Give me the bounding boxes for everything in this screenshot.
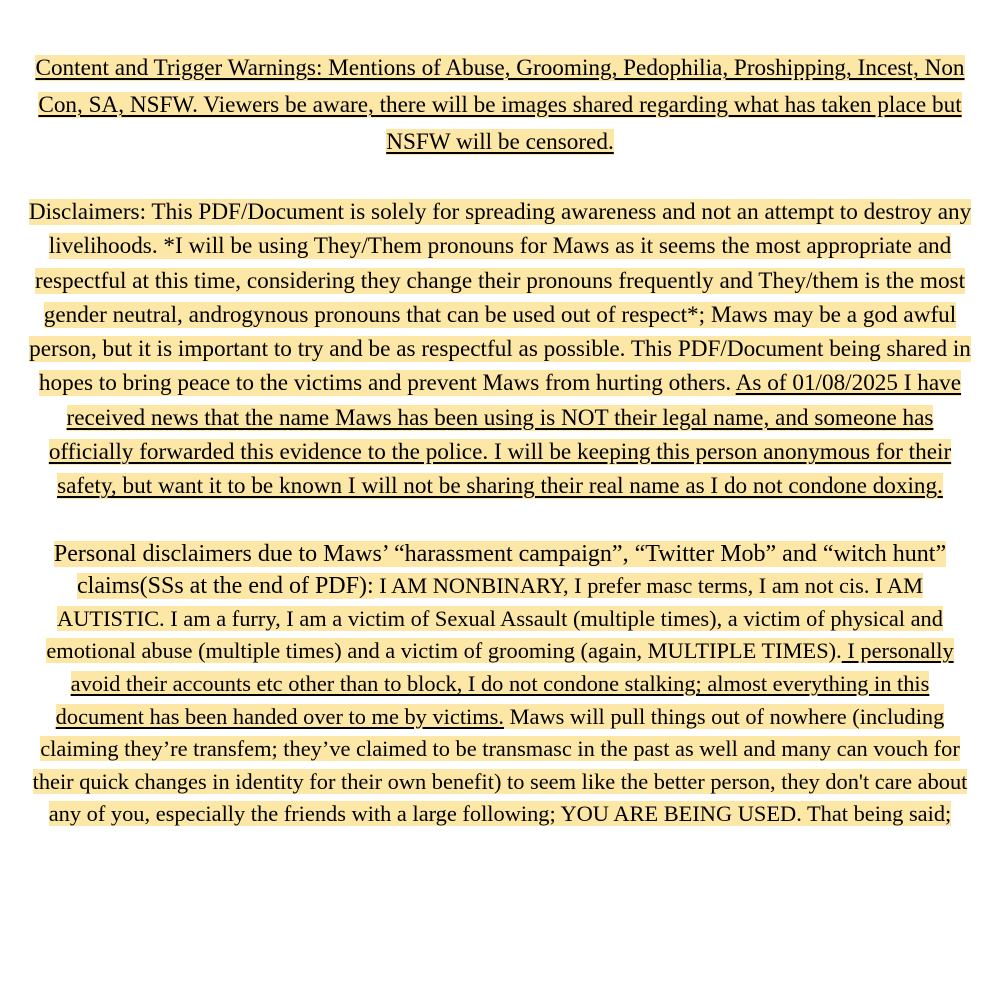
disclaimers-paragraph — [28, 195, 972, 504]
disclaimers-text: Disclaimers: This PDF/Document is solely for spreading awareness and not an attempt to destroy any livelihoods. *I will be using They/Them pronouns for Maws as it seems the most appropriate and respectful at this time, considering they change their pronouns frequently and They/them is the most gender neutral, androgynous pronouns that can be used out of respect*; Maws may be a god awful person, but it is important to try and be as respectful as possible. This PDF/Document being shared in hopes to bring peace to the victims and prevent Maws from hurting others. — [28, 199, 972, 397]
trigger-warnings-paragraph — [28, 50, 972, 161]
trigger-warnings-text: Content and Trigger Warnings: Mentions of Abuse, Grooming, Pedophilia, Proshipping, Incest, Non Con, SA, NSFW. Viewers be aware, there will be images shared regarding what has taken place but NSFW will be censored. — [35, 55, 965, 155]
stalking-notice: I personally avoid their accounts etc other than to block, I do not condone stalking; almost everything in this document has been handed over to me by victims. — [55, 638, 954, 729]
closing-statement: Maws will pull things out of nowhere (including claiming they’re transfem; they’ve claimed to be transmasc in the past as well and many can vouch for their quick changes in identity for their own benefit) to seem like the better person, they don't care about any of you, especially the friends with a large following; YOU ARE BEING USED. That being said; — [32, 703, 968, 827]
legal-name-notice: As of 01/08/2025 I have received news that the name Maws has been using is NOT their legal name, and someone has officially forwarded this evidence to the police. I will be keeping this person anonymous for their safety, but want it to be known I will not be sharing their real name as I do not condone doxing. — [48, 370, 962, 500]
personal-disclaimers-paragraph — [28, 538, 972, 831]
identity-statement: I AM NONBINARY, I prefer masc terms, I am not cis. I AM AUTISTIC. I am a furry, I am a victim of Sexual Assault (multiple times), a victim of physical and emotional abuse (multiple times) and a victim of grooming (again, MULTIPLE TIMES). — [46, 573, 943, 664]
personal-disclaimers-heading: Personal disclaimers due to Maws’ “harassment campaign”, “Twitter Mob” and “witch hunt” claims(SSs at the end of PDF): — [53, 540, 947, 600]
